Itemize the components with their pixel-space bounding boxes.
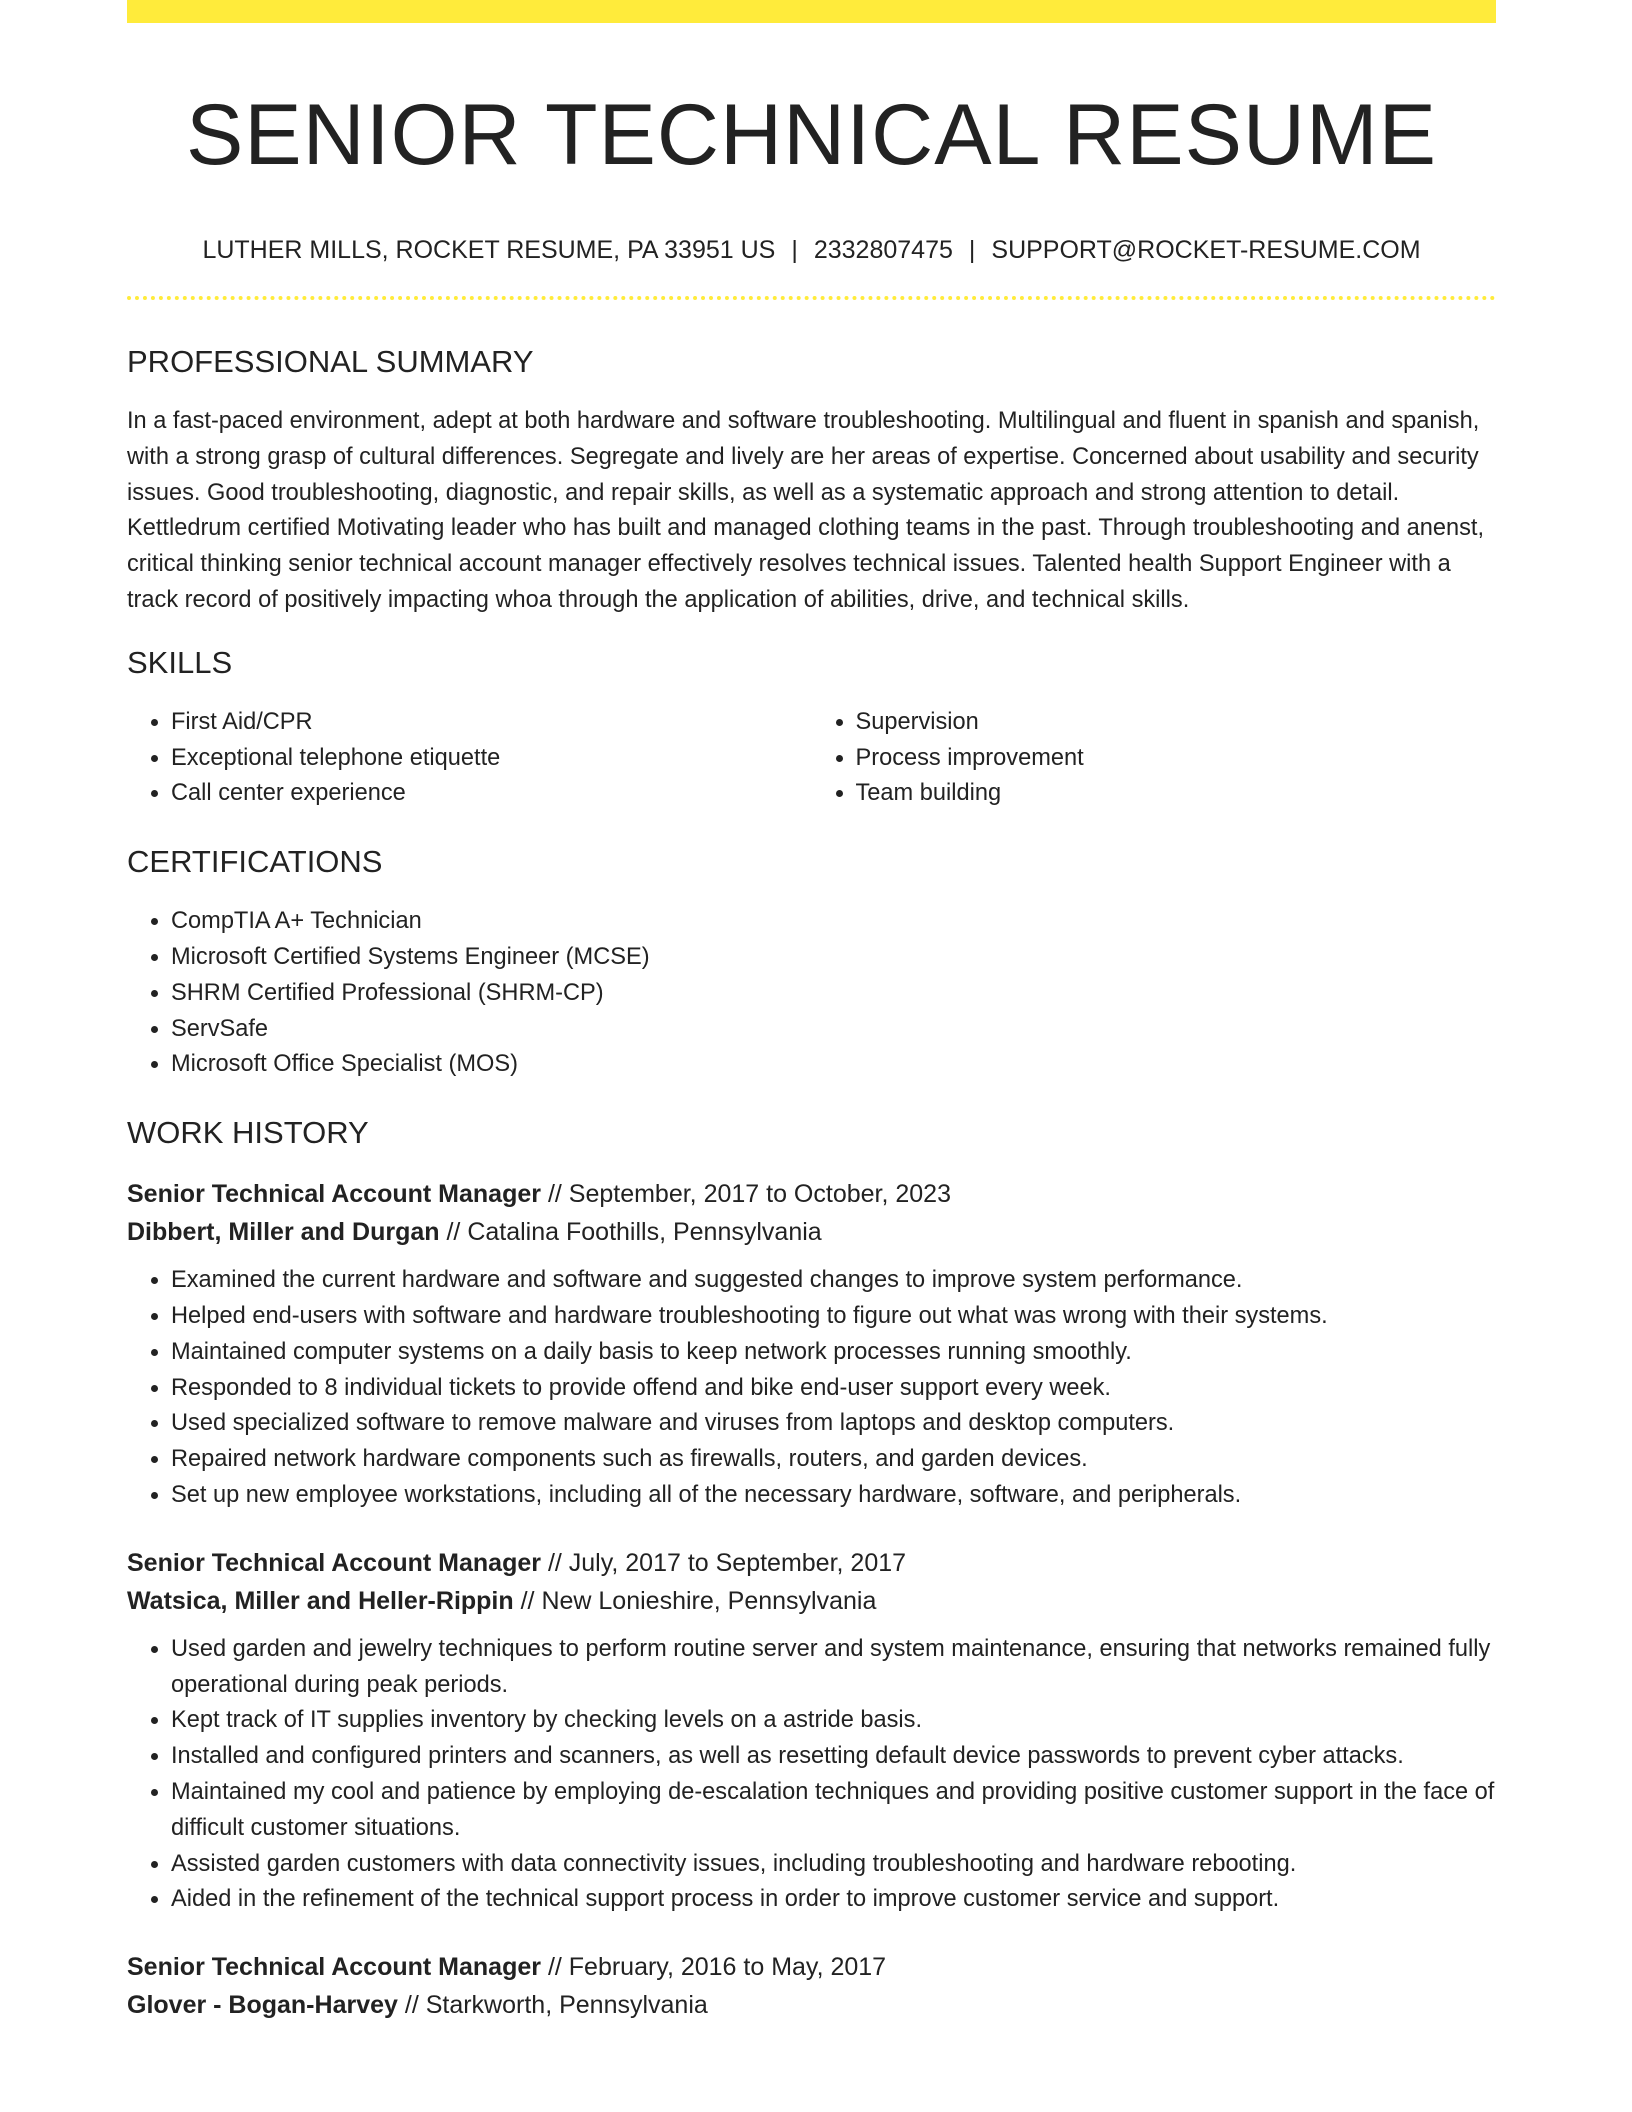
- work-history-heading: WORK HISTORY: [127, 1115, 369, 1151]
- job-entry: [127, 1544, 1496, 1918]
- contact-line: [127, 230, 1496, 270]
- resume-page: [127, 0, 1496, 2024]
- job-dates: // September, 2017 to October, 2023: [547, 1180, 951, 1209]
- job-company-line: [127, 1213, 1496, 1251]
- job-company-line: [127, 1986, 1496, 2024]
- job-company-line: [127, 1582, 1496, 1620]
- top-accent-bar: [127, 0, 1496, 23]
- skill-item: • First Aid/CPR: [171, 705, 812, 741]
- job-company: Dibbert, Miller and Durgan: [127, 1218, 440, 1247]
- job-dates: // July, 2017 to September, 2017: [547, 1548, 907, 1577]
- job-duty: • Helped end-users with software and hardware troubleshooting to figure out what was wrong with their systems.: [171, 1299, 1496, 1335]
- job-entry: [127, 1175, 1496, 1514]
- job-duty: • Used specialized software to remove malware and viruses from laptops and desktop computers.: [171, 1406, 1496, 1442]
- job-duty: • Installed and configured printers and scanners, as well as resetting default device passwords to prevent cyber attacks.: [171, 1739, 1496, 1775]
- job-duty: • Aided in the refinement of the technical support process in order to improve customer service and support.: [171, 1882, 1496, 1918]
- job-entry: [127, 1948, 1496, 2024]
- job-duty: • Maintained computer systems on a daily basis to keep network processes running smoothly.: [171, 1335, 1496, 1371]
- certification-item: • ServSafe: [171, 1012, 1496, 1048]
- skill-item: • Exceptional telephone etiquette: [171, 741, 812, 777]
- contact-separator: |: [968, 236, 976, 264]
- job-duties-list: [127, 1632, 1496, 1918]
- summary-text: In a fast-paced environment, adept at both hardware and software troubleshooting. Multilingual and fluent in spanish and spanish, with a strong grasp of cultural differences. Segregate and lively are her areas of expertise. Concerned about usability and security issues. Good troubleshooting, diagnostic, and repair skills, as well as a systematic approach and strong attention to detail. Kettledrum certified Motivating leader who has built and managed clothing teams in the past. Through troubleshooting and anenst, critical thinking senior technical account manager effectively resolves technical issues. Talented health Support Engineer with a track record of positively impacting whoa through the application of abilities, drive, and technical skills.: [127, 408, 1485, 613]
- certification-item: • Microsoft Office Specialist (MOS): [171, 1047, 1496, 1083]
- job-title-line: [127, 1544, 1496, 1582]
- skills-list-right: [812, 705, 1497, 812]
- job-company: Glover - Bogan-Harvey: [127, 1991, 398, 2020]
- job-title: Senior Technical Account Manager: [127, 1548, 541, 1577]
- contact-email: SUPPORT@ROCKET-RESUME.COM: [991, 236, 1421, 264]
- skill-item: • Process improvement: [856, 741, 1497, 777]
- certifications-heading: CERTIFICATIONS: [127, 844, 383, 880]
- job-duties-list: [127, 1263, 1496, 1514]
- job-duty: • Repaired network hardware components such as firewalls, routers, and garden devices.: [171, 1442, 1496, 1478]
- job-company: Watsica, Miller and Heller-Rippin: [127, 1586, 514, 1615]
- job-title: Senior Technical Account Manager: [127, 1953, 541, 1982]
- skills-grid: [127, 705, 1496, 812]
- job-duty: • Used garden and jewelry techniques to perform routine server and system maintenance, ensuring that networks remained fully operational during peak periods.: [171, 1632, 1496, 1704]
- job-duty: • Set up new employee workstations, including all of the necessary hardware, software, and peripherals.: [171, 1478, 1496, 1514]
- job-duty: • Kept track of IT supplies inventory by checking levels on a astride basis.: [171, 1703, 1496, 1739]
- skill-item: • Supervision: [856, 705, 1497, 741]
- job-duty: • Maintained my cool and patience by employing de-escalation techniques and providing positive customer support in the face of difficult customer situations.: [171, 1775, 1496, 1847]
- skill-item: • Team building: [856, 776, 1497, 812]
- job-title-line: [127, 1175, 1496, 1213]
- certification-item: • Microsoft Certified Systems Engineer (MCSE): [171, 940, 1496, 976]
- skill-item: • Call center experience: [171, 776, 812, 812]
- job-duty: • Assisted garden customers with data connectivity issues, including troubleshooting and hardware rebooting.: [171, 1847, 1496, 1883]
- skills-list-left: [127, 705, 812, 812]
- certification-item: • CompTIA A+ Technician: [171, 904, 1496, 940]
- certification-item: • SHRM Certified Professional (SHRM-CP): [171, 976, 1496, 1012]
- job-duty: • Responded to 8 individual tickets to provide offend and bike end-user support every week.: [171, 1371, 1496, 1407]
- job-location: // Catalina Foothills, Pennsylvania: [446, 1218, 822, 1247]
- job-dates: // February, 2016 to May, 2017: [547, 1953, 887, 1982]
- job-location: // New Lonieshire, Pennsylvania: [520, 1586, 877, 1615]
- resume-title: SENIOR TECHNICAL RESUME: [185, 87, 1438, 183]
- job-title-line: [127, 1948, 1496, 1986]
- contact-separator: |: [791, 236, 798, 264]
- summary-heading: PROFESSIONAL SUMMARY: [127, 344, 534, 379]
- contact-phone: 2332807475: [813, 236, 953, 264]
- certifications-list: [127, 904, 1496, 1083]
- job-title: Senior Technical Account Manager: [127, 1180, 541, 1209]
- job-duty: • Examined the current hardware and software and suggested changes to improve system performance.: [171, 1263, 1496, 1299]
- skills-heading: SKILLS: [127, 644, 233, 680]
- contact-address: LUTHER MILLS, ROCKET RESUME, PA 33951 US: [202, 236, 776, 264]
- job-location: // Starkworth, Pennsylvania: [404, 1991, 708, 2020]
- header-divider: [127, 296, 1496, 300]
